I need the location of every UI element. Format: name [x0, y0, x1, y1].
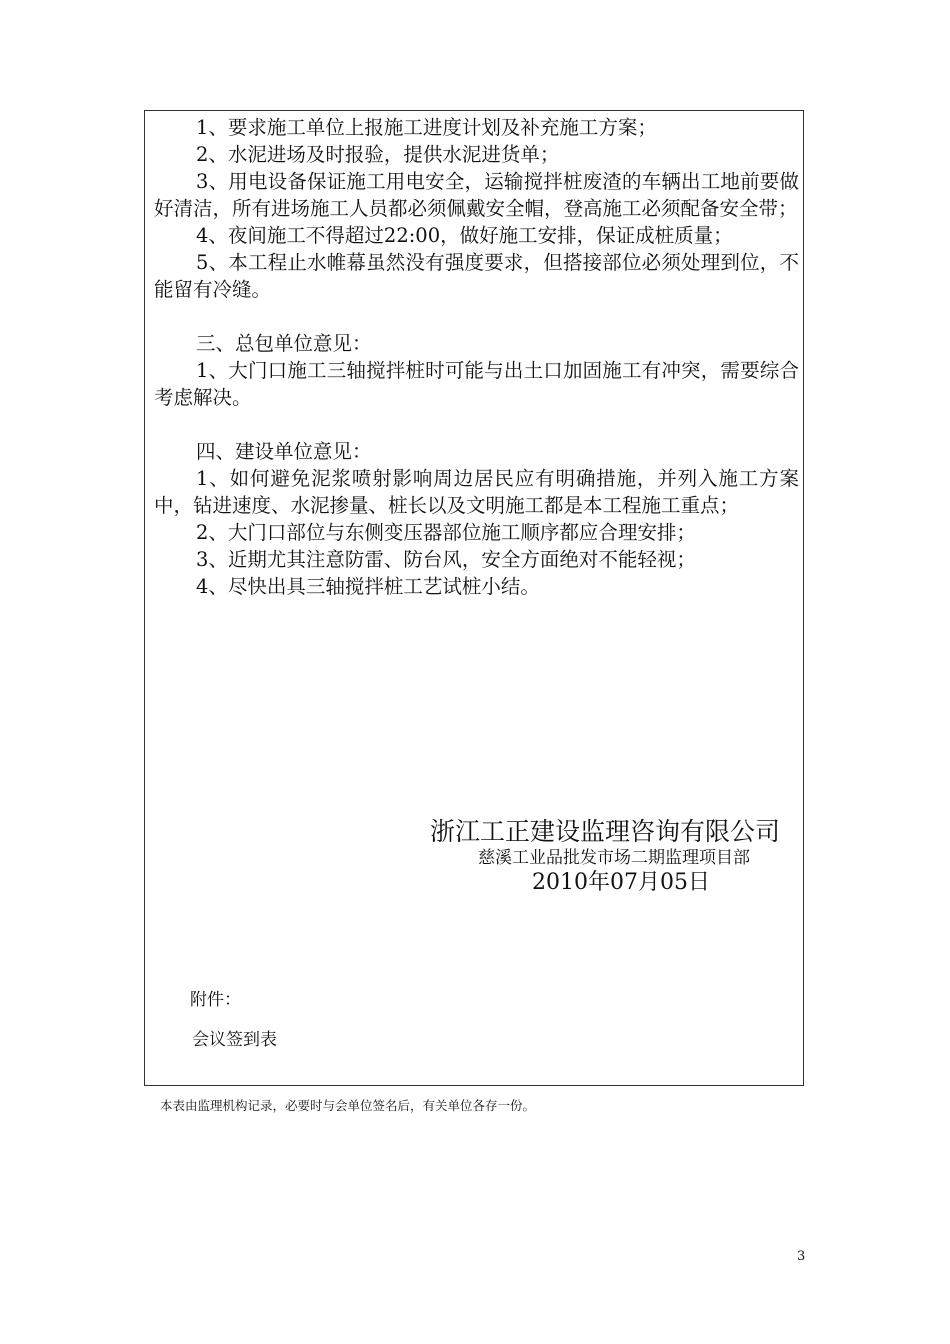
list-item: 1、要求施工单位上报施工进度计划及补充施工方案；: [196, 116, 657, 139]
attachment-label: 附件：: [190, 990, 241, 1010]
section-heading-owner: 四、建设单位意见：: [196, 440, 372, 463]
list-item: 3、用电设备保证施工用电安全，运输搅拌桩废渣的车辆出工地前要做好清洁，所有进场施工人员都必须佩戴安全帽，登高施工必须配备安全带；: [154, 170, 799, 220]
list-item: 1、如何避免泥浆喷射影响周边居民应有明确措施，并列入施工方案中，钻进速度、水泥掺量、桩长以及文明施工都是本工程施工重点；: [154, 467, 799, 517]
list-item: 5、本工程止水帷幕虽然没有强度要求，但搭接部位必须处理到位，不能留有冷缝。: [154, 251, 799, 301]
signature-organization: 浙江工正建设监理咨询有限公司: [430, 817, 781, 846]
list-item: 3、近期尤其注意防雷、防台风，安全方面绝对不能轻视；: [196, 548, 696, 571]
list-item: 2、水泥进场及时报验，提供水泥进货单；: [196, 143, 560, 166]
attachment-item: 会议签到表: [192, 1030, 277, 1050]
list-item: 2、大门口部位与东侧变压器部位施工顺序都应合理安排；: [196, 521, 696, 544]
spacer: [154, 303, 799, 330]
list-item: 4、夜间施工不得超过22:00，做好施工安排，保证成桩质量；: [196, 224, 733, 247]
section-heading-general-contractor: 三、总包单位意见：: [196, 332, 372, 355]
signature-date: 2010年07月05日: [532, 870, 710, 895]
page-number: 3: [797, 1249, 806, 1264]
list-item: 4、尽快出具三轴搅拌桩工艺试桩小结。: [196, 575, 540, 598]
meeting-notes-body: [154, 114, 799, 600]
list-item: 1、大门口施工三轴搅拌桩时可能与出土口加固施工有冲突，需要综合考虑解决。: [154, 359, 799, 409]
spacer: [154, 411, 799, 438]
signature-department: 慈溪工业品批发市场二期监理项目部: [478, 848, 750, 868]
footer-note: 本表由监理机构记录，必要时与会单位签名后，有关单位各存一份。: [160, 1098, 536, 1113]
